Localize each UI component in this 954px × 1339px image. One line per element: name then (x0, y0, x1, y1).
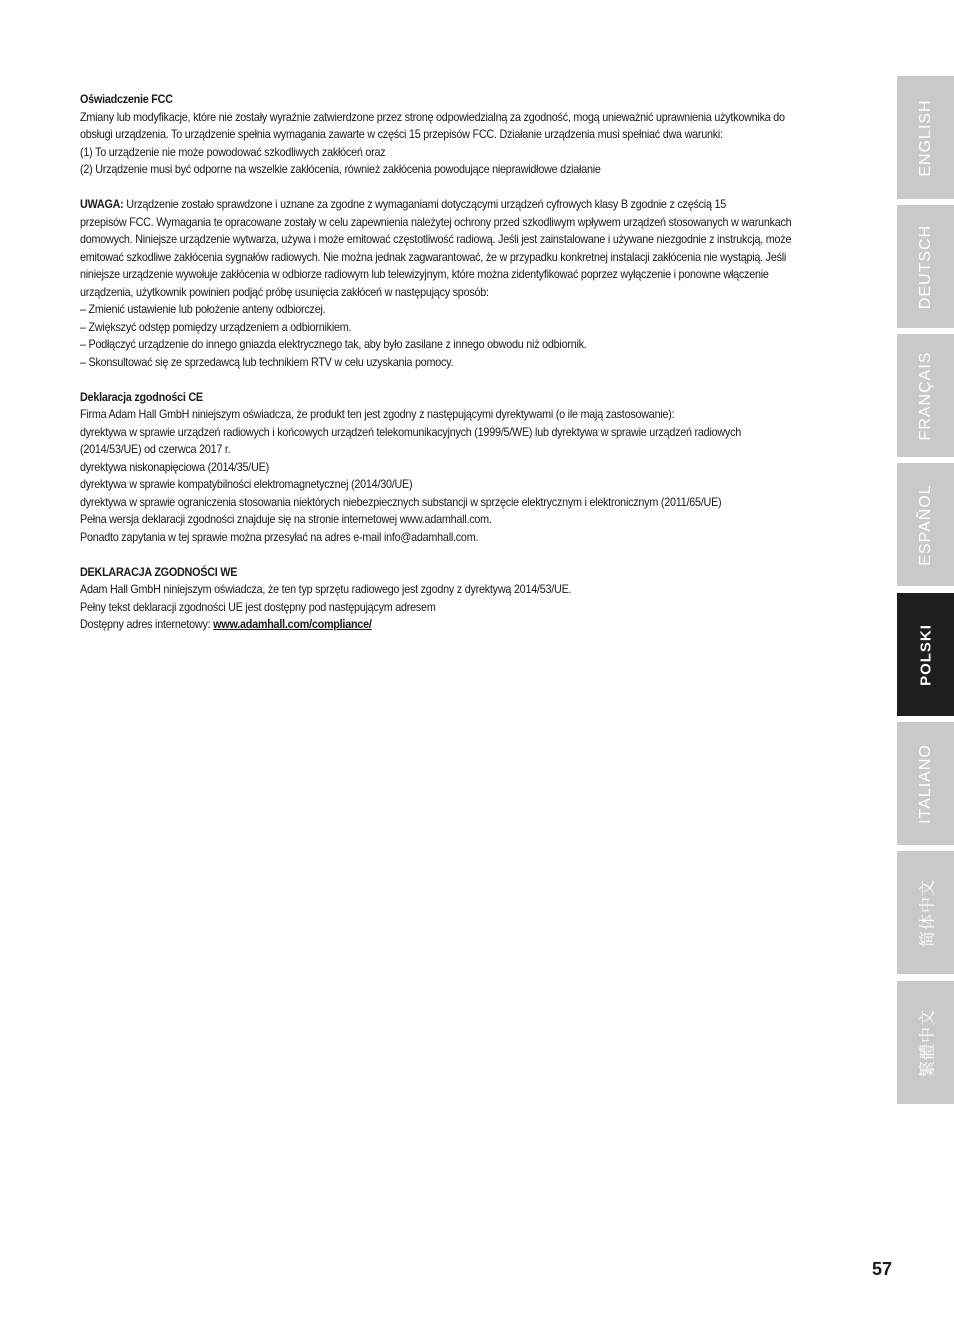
tab-label: POLSKI (917, 623, 934, 686)
compliance-link[interactable]: www.adamhall.com/compliance/ (213, 618, 372, 631)
page-number: 57 (872, 1259, 893, 1279)
fcc-line: obsługi urządzenia. To urządzenie spełnia wymagania zawarte w części 15 przepisów FCC. Działanie urządzenia musi spełniać dwa warunki: (80, 128, 723, 141)
ce-line: dyrektywa w sprawie ograniczenia stosowania niektórych niebezpiecznych substancji w sprzęcie elektrycznym i elektronicznym (2011/65/UE) (80, 495, 722, 509)
fcc-heading: Oświadczenie FCC (80, 93, 173, 106)
fcc-section (80, 91, 810, 179)
tab-label: 简体中文 (919, 878, 936, 947)
tab-italiano[interactable] (897, 722, 954, 845)
tab-label: ESPAÑOL (916, 483, 934, 566)
ce-heading: Deklaracja zgodności CE (80, 390, 203, 404)
ce-line: Firma Adam Hall GmbH niniejszym oświadcza, że produkt ten jest zgodny z następującymi dyrektywami (o ile mają zastosowanie): (80, 408, 675, 421)
ce-line: Ponadto zapytania w tej sprawie można przesyłać na adres e-mail info@adamhall.com. (80, 530, 479, 544)
fcc-line: Zmiany lub modyfikacje, które nie zostały wyraźnie zatwierdzone przez stronę odpowiedzialną za zgodność, mogą unieważnić uprawnienia użytkownika do (80, 110, 785, 124)
note-list-item: – Podłączyć urządzenie do innego gniazda elektrycznego tak, aby było zasilane z innego obwodu niż odbiornik. (80, 338, 587, 351)
note-line: przepisów FCC. Wymagania te opracowane zostały w celu zapewnienia należytej ochrony przed szkodliwym wpływem urządzeń stosowanych w warunkach (80, 215, 792, 229)
tab-deutsch[interactable] (897, 205, 954, 328)
ce-line: dyrektywa niskonapięciowa (2014/35/UE) (80, 460, 269, 474)
we-address-line (80, 616, 810, 634)
tab-label: 繁體中文 (919, 1008, 936, 1077)
ce-line: Pełna wersja deklaracji zgodności znajduje się na stronie internetowej www.adamhall.com. (80, 513, 492, 526)
note-line: emitować szkodliwe zakłócenia sygnałów radiowych. Nie można jednak zagwarantować, że w przypadku konkretnej instalacji zakłócenia nie wystąpią. Jeśli (80, 250, 787, 264)
ce-line: dyrektywa w sprawie urządzeń radiowych i końcowych urządzeń telekomunikacyjnych (1999/5/WE) lub dyrektywa w sprawie urządzeń radiowych (80, 425, 742, 439)
tab-traditional-chinese[interactable] (897, 981, 954, 1104)
we-address-label: Dostępny adres internetowy: (80, 618, 214, 631)
note-list-item: – Skonsultować się ze sprzedawcą lub technikiem RTV w celu uzyskania pomocy. (80, 355, 454, 369)
tab-label: DEUTSCH (916, 224, 934, 309)
tab-label: ITALIANO (916, 743, 934, 824)
we-line: Pełny tekst deklaracji zgodności UE jest dostępny pod następującym adresem (80, 600, 436, 614)
note-section (80, 196, 810, 371)
ce-line: (2014/53/UE) od czerwca 2017 r. (80, 443, 231, 456)
note-line: urządzenia, użytkownik powinien podjąć próbę usunięcia zakłóceń w następujący sposób: (80, 285, 489, 299)
we-heading: DEKLARACJA ZGODNOŚCI WE (80, 565, 238, 579)
ce-section (80, 389, 810, 547)
note-lead: UWAGA: (80, 198, 124, 211)
we-line: Adam Hall GmbH niniejszym oświadcza, że ten typ sprzętu radiowego jest zgodny z dyrektywą 2014/53/UE. (80, 583, 572, 596)
tab-simplified-chinese[interactable] (897, 851, 954, 974)
tab-polski[interactable] (897, 593, 954, 716)
ce-line: dyrektywa w sprawie kompatybilności elektromagnetycznej (2014/30/UE) (80, 478, 413, 491)
note-line: domowych. Niniejsze urządzenie wytwarza, używa i może emitować częstotliwość radiową. Jeśli jest zainstalowane i używane niezgodnie z instrukcją, może (80, 233, 792, 246)
note-first-text: Urządzenie zostało sprawdzone i uznane za zgodne z wymaganiami dotyczącymi urządzeń cyfrowych klasy B zgodnie z częścią 15 (123, 198, 727, 211)
tab-label: FRANÇAIS (916, 351, 934, 440)
tab-francais[interactable] (897, 334, 954, 457)
note-list-item: – Zwiększyć odstęp pomiędzy urządzeniem a odbiornikiem. (80, 320, 352, 334)
note-first-line (80, 196, 810, 214)
tab-espanol[interactable] (897, 463, 954, 586)
tab-label: ENGLISH (916, 98, 934, 177)
note-line: niniejsze urządzenie wywołuje zakłócenia w odbiorze radiowym lub telewizyjnym, które można zidentyfikować poprzez wyłączenie i ponowne włączenie (80, 268, 769, 281)
fcc-condition-1: (1) To urządzenie nie może powodować szkodliwych zakłóceń oraz (80, 145, 386, 159)
we-section (80, 564, 810, 634)
note-list-item: – Zmienić ustawienie lub położenie anteny odbiorczej. (80, 303, 326, 316)
tab-english[interactable] (897, 76, 954, 199)
fcc-condition-2: (2) Urządzenie musi być odporne na wszelkie zakłócenia, również zakłócenia powodujące nieprawidłowe działanie (80, 163, 601, 176)
document-body (80, 91, 810, 651)
